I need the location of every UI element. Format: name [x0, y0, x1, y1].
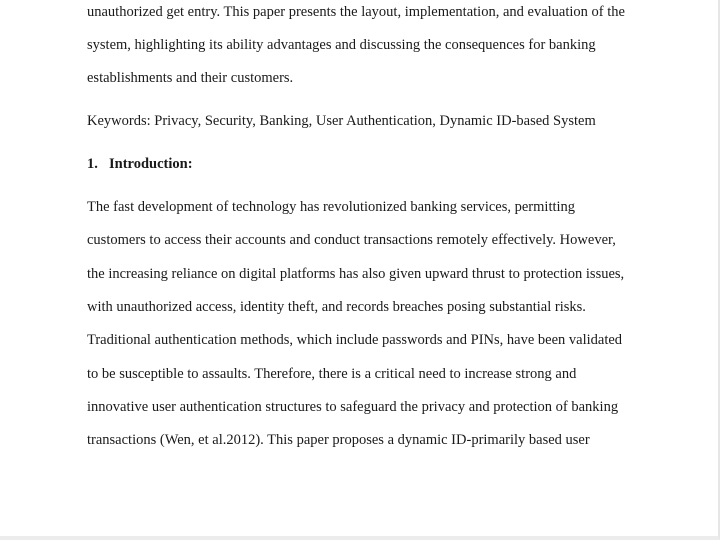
section-heading	[87, 155, 193, 173]
section-title: Introduction:	[109, 156, 193, 172]
paragraph-line: innovative user authentication structures to safeguard the privacy and protection of banking	[87, 399, 619, 415]
paragraph-line: Traditional authentication methods, which include passwords and PINs, have been validated	[87, 332, 623, 348]
paragraph-line: to be susceptible to assaults. Therefore, there is a critical need to increase strong and	[87, 366, 577, 382]
abstract-line: establishments and their customers.	[87, 70, 294, 86]
paragraph-line: transactions (Wen, et al.2012). This paper proposes a dynamic ID-primarily based user	[87, 432, 590, 448]
paragraph-line: with unauthorized access, identity theft, and records breaches posing substantial risks.	[87, 299, 586, 315]
section-number: 1.	[87, 156, 98, 172]
paragraph-line: customers to access their accounts and conduct transactions remotely effectively. However,	[87, 232, 616, 248]
abstract-line: system, highlighting its ability advantages and discussing the consequences for banking	[87, 37, 596, 53]
paragraph-line: The fast development of technology has revolutionized banking services, permitting	[87, 199, 576, 215]
abstract-line: unauthorized get entry. This paper presents the layout, implementation, and evaluation of the	[87, 4, 625, 20]
paragraph-line: the increasing reliance on digital platforms has also given upward thrust to protection issues,	[87, 266, 625, 282]
keywords-line: Keywords: Privacy, Security, Banking, User Authentication, Dynamic ID-based System	[87, 113, 596, 129]
